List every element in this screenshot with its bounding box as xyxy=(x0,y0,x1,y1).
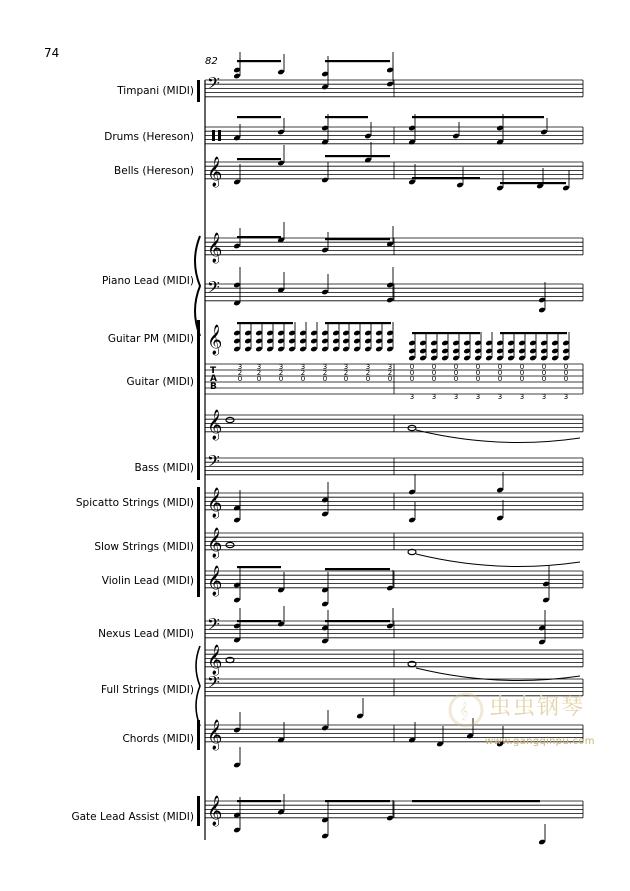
page-number: 74 xyxy=(44,46,60,60)
treble-clef-icon: 𝄞 xyxy=(207,233,223,263)
full-strings-brace xyxy=(196,646,200,726)
tab-fret: 0 xyxy=(322,375,328,383)
treble-clef-icon: 𝄞 xyxy=(207,157,223,187)
beam xyxy=(325,568,390,570)
tab-fret: 0 xyxy=(497,369,503,377)
tab-fret: 3 xyxy=(475,393,481,401)
group-bracket xyxy=(197,487,200,597)
tab-clef-letter: T xyxy=(210,366,217,376)
tab-fret: 3 xyxy=(237,363,243,371)
beam xyxy=(237,322,293,324)
tab-fret: 0 xyxy=(519,369,525,377)
treble-clef-icon: 𝄞 xyxy=(207,528,223,558)
beam xyxy=(412,332,480,334)
tab-fret: 0 xyxy=(497,375,503,383)
tab-fret: 3 xyxy=(278,363,284,371)
tab-fret: 0 xyxy=(256,375,262,383)
label-violin: Violin Lead (MIDI) xyxy=(101,575,194,587)
tab-fret: 0 xyxy=(409,363,415,371)
tab-fret: 3 xyxy=(563,393,569,401)
notes xyxy=(226,52,580,845)
tab-fret: 0 xyxy=(563,369,569,377)
tab-fret: 0 xyxy=(365,375,371,383)
tab-fret: 0 xyxy=(343,375,349,383)
tab-fret: 2 xyxy=(387,369,393,377)
tab-fret: 0 xyxy=(431,363,437,371)
beam xyxy=(237,158,281,160)
percussion-clef-icon xyxy=(212,130,215,141)
tab-fret: 0 xyxy=(519,363,525,371)
whole-note xyxy=(226,542,234,547)
tab-fret: 0 xyxy=(453,363,459,371)
tab-fret: 3 xyxy=(387,363,393,371)
tab-fret: 3 xyxy=(497,393,503,401)
tab-clef-letter: A xyxy=(210,374,217,384)
tab-fret: 0 xyxy=(541,375,547,383)
label-nexus: Nexus Lead (MIDI) xyxy=(98,628,194,640)
bass-clef-icon: 𝄢 xyxy=(207,614,220,638)
tab-fret: 0 xyxy=(237,375,243,383)
beam xyxy=(412,116,544,118)
label-gate: Gate Lead Assist (MIDI) xyxy=(71,811,194,823)
label-full: Full Strings (MIDI) xyxy=(101,684,194,696)
beam xyxy=(412,177,480,179)
beam xyxy=(237,236,281,238)
tab-fret: 0 xyxy=(387,375,393,383)
label-bells: Bells (Hereson) xyxy=(114,165,194,177)
tab-fret: 3 xyxy=(453,393,459,401)
percussion-clef-icon xyxy=(218,130,221,141)
beam xyxy=(412,800,540,802)
tab-fret: 3 xyxy=(431,393,437,401)
label-bass: Bass (MIDI) xyxy=(134,462,194,474)
watermark-logo-icon xyxy=(450,694,482,726)
measure-number: 82 xyxy=(205,56,218,67)
tab-fret: 0 xyxy=(409,369,415,377)
tab-fret: 0 xyxy=(563,375,569,383)
tab-fret: 0 xyxy=(475,375,481,383)
tab-fret: 0 xyxy=(431,375,437,383)
label-timpani: Timpani (MIDI) xyxy=(117,85,194,97)
chords-bracket xyxy=(197,720,200,750)
tab-fret: 3 xyxy=(409,393,415,401)
label-guitar: Guitar (MIDI) xyxy=(126,376,194,388)
tab-fret: 0 xyxy=(497,363,503,371)
timpani-bracket xyxy=(197,80,200,102)
beam xyxy=(325,238,390,240)
tab-fret: 3 xyxy=(300,363,306,371)
beam xyxy=(325,155,390,157)
treble-clef-icon: 𝄞 xyxy=(207,566,223,596)
tab-clef-letter: B xyxy=(210,382,217,392)
tab-fret: 3 xyxy=(322,363,328,371)
label-drums: Drums (Hereson) xyxy=(104,131,194,143)
guitar-tab xyxy=(205,363,583,401)
clefs xyxy=(207,73,222,827)
tab-fret: 3 xyxy=(541,393,547,401)
label-spicatto: Spicatto Strings (MIDI) xyxy=(75,497,194,509)
tab-fret: 3 xyxy=(365,363,371,371)
label-chords: Chords (MIDI) xyxy=(122,733,194,745)
treble-clef-icon: 𝄞 xyxy=(207,325,223,355)
tab-fret: 0 xyxy=(453,375,459,383)
whole-note xyxy=(408,661,416,666)
tab-fret: 0 xyxy=(541,363,547,371)
tab-fret: 0 xyxy=(475,369,481,377)
beam xyxy=(325,60,390,62)
watermark-title: 虫虫钢琴 xyxy=(489,695,586,720)
tab-fret: 2 xyxy=(256,369,262,377)
tab-fret: 0 xyxy=(300,375,306,383)
beam xyxy=(237,60,281,62)
tab-fret: 0 xyxy=(409,375,415,383)
treble-clef-icon: 𝄞 xyxy=(207,796,223,826)
label-guitar-pm: Guitar PM (MIDI) xyxy=(107,333,194,345)
treble-clef-icon: 𝄞 xyxy=(207,410,223,440)
beam xyxy=(500,332,567,334)
beam xyxy=(500,182,566,184)
treble-clef-icon: 𝄞 xyxy=(207,645,223,675)
tab-fret: 2 xyxy=(300,369,306,377)
tab-fret: 2 xyxy=(237,369,243,377)
tab-fret: 2 xyxy=(322,369,328,377)
beam xyxy=(237,566,281,568)
tab-fret: 0 xyxy=(519,375,525,383)
beam xyxy=(325,116,368,118)
tab-fret: 3 xyxy=(256,363,262,371)
tab-fret: 0 xyxy=(278,375,284,383)
beam xyxy=(325,620,390,622)
watermark-url: www.gangqinpu.com xyxy=(485,736,595,747)
tab-fret: 3 xyxy=(343,363,349,371)
gate-bracket xyxy=(197,796,200,826)
tab-fret: 0 xyxy=(541,369,547,377)
beam xyxy=(237,800,281,802)
beam xyxy=(325,800,390,802)
tab-fret: 2 xyxy=(278,369,284,377)
bass-clef-icon: 𝄢 xyxy=(207,451,220,475)
system-brackets xyxy=(195,80,205,840)
group-bracket xyxy=(197,320,200,480)
label-piano: Piano Lead (MIDI) xyxy=(102,275,194,287)
tab-fret: 0 xyxy=(453,369,459,377)
label-slow: Slow Strings (MIDI) xyxy=(94,541,194,553)
tab-fret: 0 xyxy=(431,369,437,377)
bass-clef-icon: 𝄢 xyxy=(207,73,220,97)
tab-fret: 0 xyxy=(563,363,569,371)
svg-text:𝄞: 𝄞 xyxy=(459,701,469,720)
beam xyxy=(325,322,391,324)
whole-note xyxy=(226,417,234,422)
tab-fret: 0 xyxy=(475,363,481,371)
tab-fret: 2 xyxy=(365,369,371,377)
tab-fret: 2 xyxy=(343,369,349,377)
bass-clef-icon: 𝄢 xyxy=(207,277,220,301)
beam xyxy=(237,116,281,118)
treble-clef-icon: 𝄞 xyxy=(207,720,223,750)
bass-clef-icon: 𝄢 xyxy=(207,672,220,696)
tab-fret: 3 xyxy=(519,393,525,401)
tie xyxy=(416,554,580,567)
treble-clef-icon: 𝄞 xyxy=(207,488,223,518)
beam xyxy=(237,620,281,622)
